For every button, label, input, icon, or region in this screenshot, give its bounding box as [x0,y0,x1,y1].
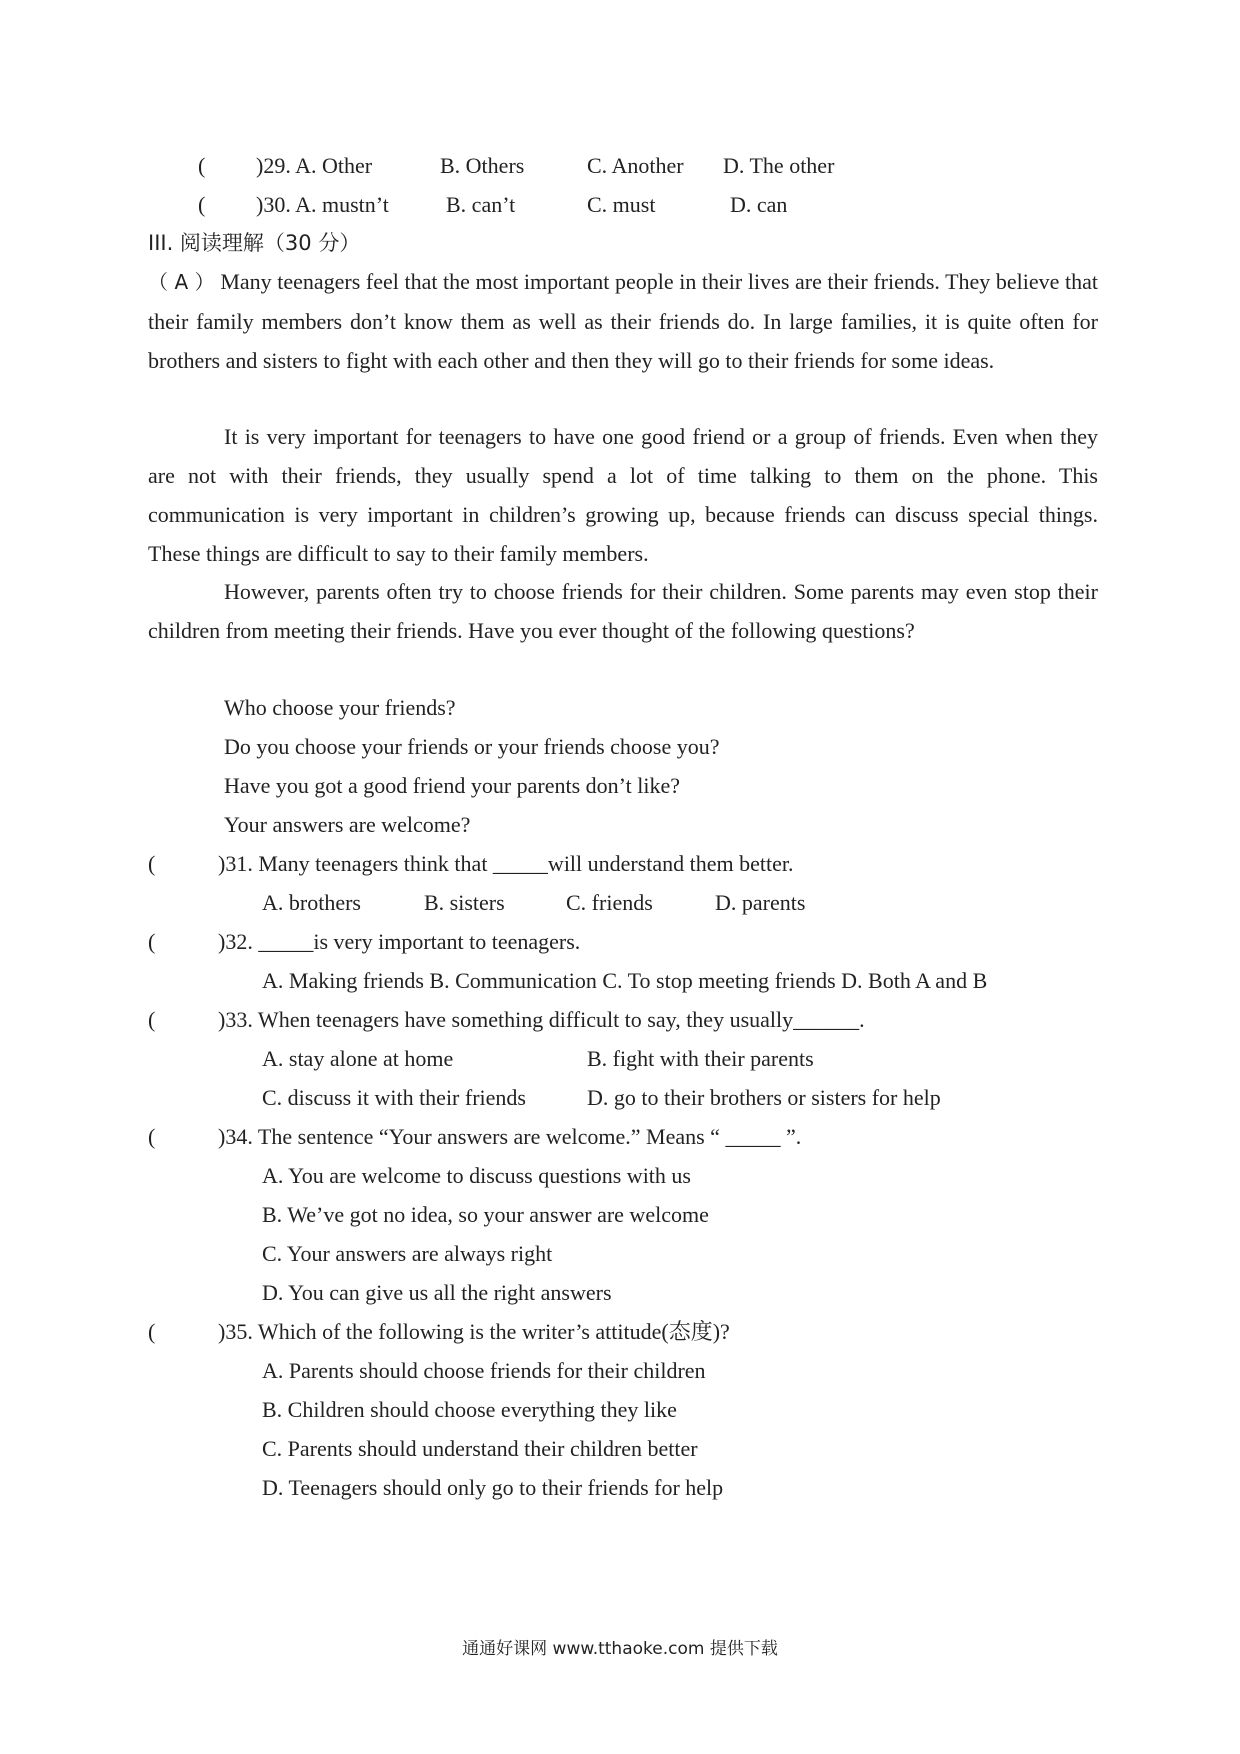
q33-option-c: C. discuss it with their friends [262,1085,526,1110]
q29-option-c: C. Another [587,153,684,178]
q30-paren: ( [198,192,206,217]
q33-paren: ( [148,1007,156,1032]
q35-paren: ( [148,1319,156,1344]
q30-option-b: B. can’t [446,192,516,217]
page-footer: 通通好课网 www.tthaoke.com 提供下载 [462,1639,778,1659]
q32-options: A. Making friends B. Communication C. To stop meeting friends D. Both A and B [262,968,988,993]
section-title: III. 阅读理解（30 分） [148,231,361,255]
q35-option-a: A. Parents should choose friends for their children [262,1358,706,1383]
q30-option-c: C. must [587,192,656,217]
q33-option-b: B. fight with their parents [587,1046,814,1071]
q32-paren: ( [148,929,156,954]
passage-question-line-4: Your answers are welcome? [224,812,471,837]
q35-option-b: B. Children should choose everything they like [262,1397,677,1422]
q33-option-d: D. go to their brothers or sisters for help [587,1085,941,1110]
q32-stem: )32. _____is very important to teenagers. [218,929,581,954]
passage-label: （ A ） [148,270,215,294]
q31-option-c: C. friends [566,890,653,915]
q29-paren: ( [198,153,206,178]
passage-p2-text: It is very important for teenagers to have one good friend or a group of friends. Even when they are not with their friends, they usually spend a lot of time talking to them on the phone. This communication is very important in children’s growing up, because friends can discuss special things. These things are difficult to say to their family members. [148,424,1098,566]
passage-question-line-1: Who choose your friends? [224,695,456,720]
q33-option-a: A. stay alone at home [262,1046,454,1071]
q34-option-d: D. You can give us all the right answers [262,1280,612,1305]
q35-stem: )35. Which of the following is the writer’s attitude(态度)? [218,1319,730,1344]
q31-stem: )31. Many teenagers think that _____will understand them better. [218,851,794,876]
passage-paragraph-3 [148,572,1098,650]
q31-option-d: D. parents [715,890,806,915]
q34-option-c: C. Your answers are always right [262,1241,553,1266]
q35-option-d: D. Teenagers should only go to their friends for help [262,1475,724,1500]
q34-option-a: A. You are welcome to discuss questions with us [262,1163,691,1188]
q31-option-a: A. brothers [262,890,361,915]
passage-question-line-3: Have you got a good friend your parents don’t like? [224,773,680,798]
q31-option-b: B. sisters [424,890,505,915]
q29-option-a: )29. A. Other [256,153,373,178]
passage-paragraph-1 [148,262,1098,380]
q29-option-d: D. The other [723,153,835,178]
q31-paren: ( [148,851,156,876]
q33-stem: )33. When teenagers have something difficult to say, they usually______. [218,1007,865,1032]
passage-p1-text: Many teenagers feel that the most important people in their lives are their friends. They believe that their family members don’t know them as well as their friends do. In large families, it is quite often for brothers and sisters to fight with each other and then they will go to their friends for some ideas. [148,269,1098,373]
q34-stem: )34. The sentence “Your answers are welcome.” Means “ _____ ”. [218,1124,802,1149]
q30-option-a: )30. A. mustn’t [256,192,389,217]
passage-paragraph-2 [148,417,1098,573]
q29-option-b: B. Others [440,153,525,178]
q35-option-c: C. Parents should understand their children better [262,1436,698,1461]
passage-question-line-2: Do you choose your friends or your friends choose you? [224,734,720,759]
q30-option-d: D. can [730,192,788,217]
q34-option-b: B. We’ve got no idea, so your answer are welcome [262,1202,709,1227]
passage-p3-text: However, parents often try to choose friends for their children. Some parents may even stop their children from meeting their friends. Have you ever thought of the following questions? [148,579,1098,643]
q34-paren: ( [148,1124,156,1149]
